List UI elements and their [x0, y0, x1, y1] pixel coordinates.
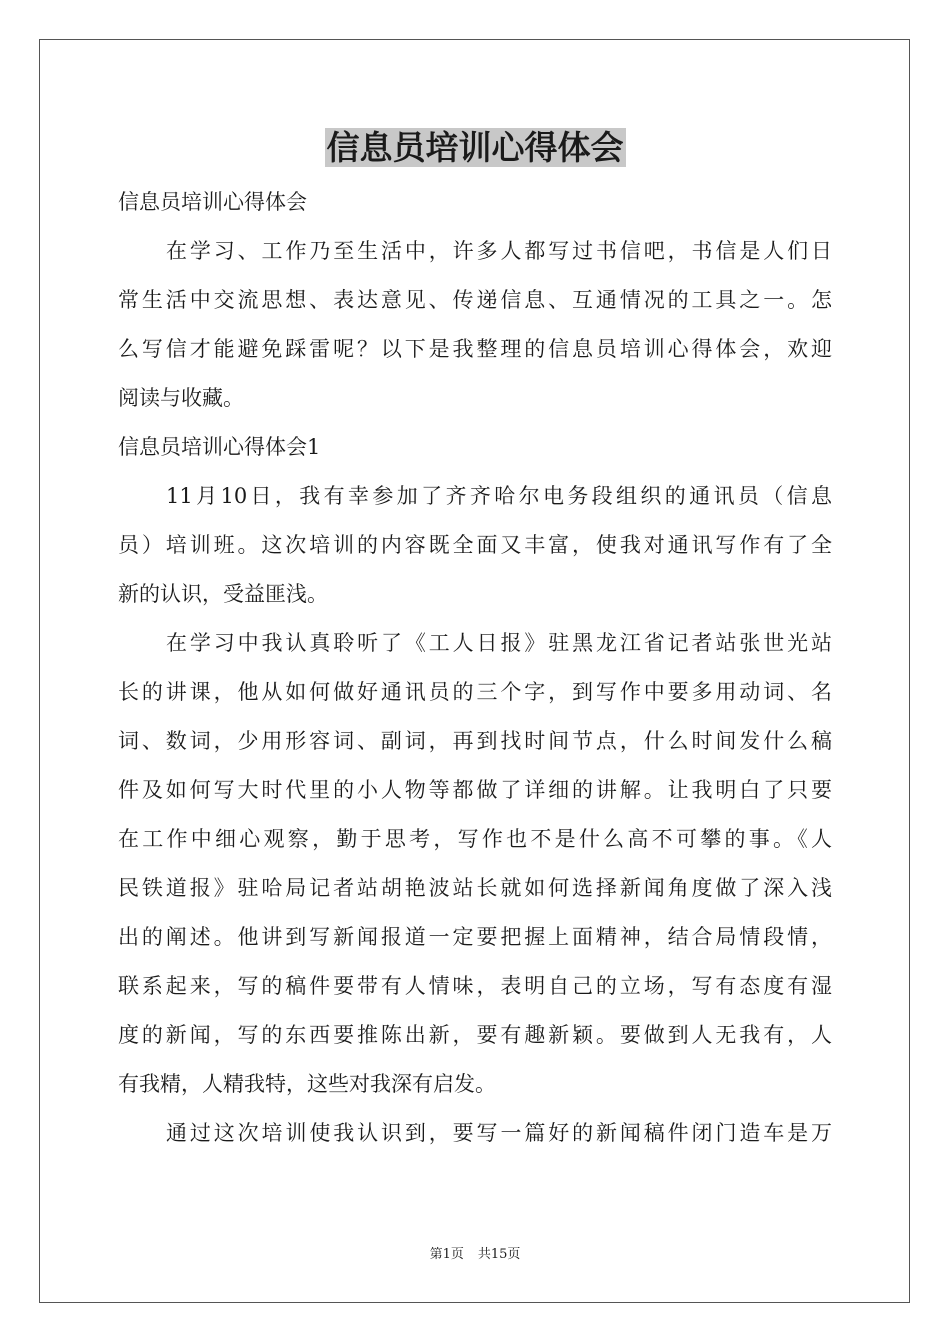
intro-line: 在学习、工作乃至生活中，许多人都写过书信吧，书信是人们日: [166, 239, 832, 263]
paragraph-line: 度的新闻，写的东西要推陈出新，要有趣新颖。要做到人无我有，人: [118, 1023, 832, 1047]
document-title: [0, 124, 950, 172]
paragraph-line: 出的阐述。他讲到写新闻报道一定要把握上面精神，结合局情段情，: [118, 925, 832, 949]
intro-line: 阅读与收藏。: [118, 386, 244, 410]
page-number: 第1页: [429, 1247, 464, 1262]
paragraph-line: 在工作中细心观察，勤于思考，写作也不是什么高不可攀的事。《人: [118, 827, 832, 851]
paragraph-line: 有我精，人精我特，这些对我深有启发。: [118, 1072, 496, 1096]
paragraph-line: 词、数词，少用形容词、副词，再到找时间节点，什么时间发什么稿: [118, 729, 832, 753]
paragraph-line: 件及如何写大时代里的小人物等都做了详细的讲解。让我明白了只要: [118, 778, 832, 802]
paragraph-line: 民铁道报》驻哈局记者站胡艳波站长就如何选择新闻角度做了深入浅: [118, 876, 832, 900]
page-footer: [0, 1246, 950, 1264]
paragraph-2: [118, 619, 832, 1109]
paragraph-line: 长的讲课，他从如何做好通讯员的三个字，到写作中要多用动词、名: [118, 680, 832, 704]
paragraph-line: 联系起来，写的稿件要带有人情味，表明自己的立场，写有态度有湿: [118, 974, 832, 998]
paragraph-3: [118, 1109, 832, 1158]
paragraph-line: 员）培训班。这次培训的内容既全面又丰富，使我对通讯写作有了全: [118, 533, 832, 557]
document-title-text: 信息员培训心得体会: [326, 128, 624, 167]
intro-heading: 信息员培训心得体会: [118, 190, 307, 214]
intro-line: 么写信才能避免踩雷呢？以下是我整理的信息员培训心得体会，欢迎: [118, 337, 832, 361]
paragraph-line: 11月10日，我有幸参加了齐齐哈尔电务段组织的通讯员（信息: [166, 484, 832, 508]
paragraph-line: 通过这次培训使我认识到，要写一篇好的新闻稿件闭门造车是万: [166, 1121, 832, 1145]
intro-paragraph: [118, 227, 832, 423]
intro-line: 常生活中交流思想、表达意见、传递信息、互通情况的工具之一。怎: [118, 288, 832, 312]
document-body: [118, 178, 832, 1158]
section-heading: 信息员培训心得体会1: [118, 435, 321, 459]
paragraph-1: [118, 472, 832, 619]
page-total: 共15页: [477, 1247, 521, 1262]
paragraph-line: 在学习中我认真聆听了《工人日报》驻黑龙江省记者站张世光站: [166, 631, 832, 655]
paragraph-line: 新的认识，受益匪浅。: [118, 582, 328, 606]
